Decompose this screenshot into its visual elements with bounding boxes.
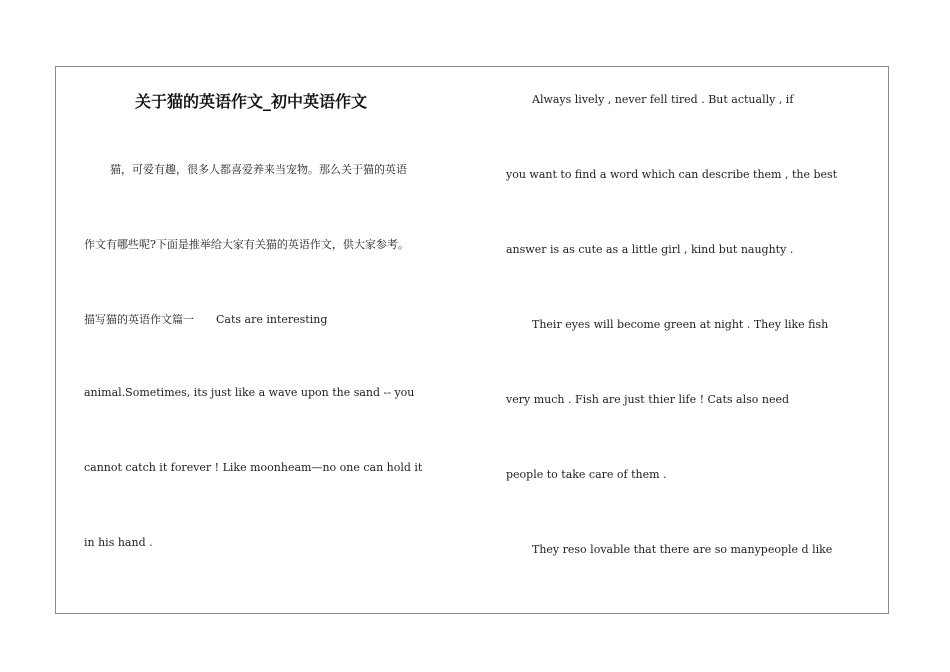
essay-line-1 — [84, 311, 327, 327]
intro-line-2: 作文有哪些呢?下面是推举给大家有关猫的英语作文，供大家参考。 — [84, 238, 409, 251]
right-line-7 — [506, 543, 832, 556]
essay-line-1-text: Cats are interesting — [216, 313, 328, 326]
right-line-5: very much . Fish are just thier life ! Cats also need — [506, 393, 790, 406]
essay-line-4: in his hand . — [84, 536, 153, 549]
essay-line-2: animal.Sometimes, its just like a wave upon the sand -- you — [84, 386, 415, 399]
right-line-6: people to take care of them . — [506, 468, 667, 481]
right-line-2: you want to find a word which can describe them , the best — [506, 168, 838, 181]
right-line-1 — [506, 93, 793, 106]
right-line-7-text: They reso lovable that there are so manypeople d like — [532, 543, 833, 556]
document-title: 关于猫的英语作文_初中英语作文 — [135, 92, 368, 111]
right-line-4-text: Their eyes will become green at night . They like fish — [532, 318, 829, 331]
right-line-1-text: Always lively , never fell tired . But actually , if — [532, 93, 794, 106]
essay-line-3: cannot catch it forever ! Like moonheam—no one can hold it — [84, 461, 423, 474]
right-line-4 — [506, 318, 828, 331]
page-frame — [55, 66, 889, 614]
intro-line-1-text: 猫，可爱有趣，很多人都喜爱养来当宠物。那么关于猫的英语 — [110, 163, 407, 176]
intro-line-1 — [84, 161, 407, 177]
right-line-3: answer is as cute as a little girl , kind but naughty . — [506, 243, 794, 256]
essay-heading: 描写猫的英语作文篇一 — [84, 313, 194, 326]
